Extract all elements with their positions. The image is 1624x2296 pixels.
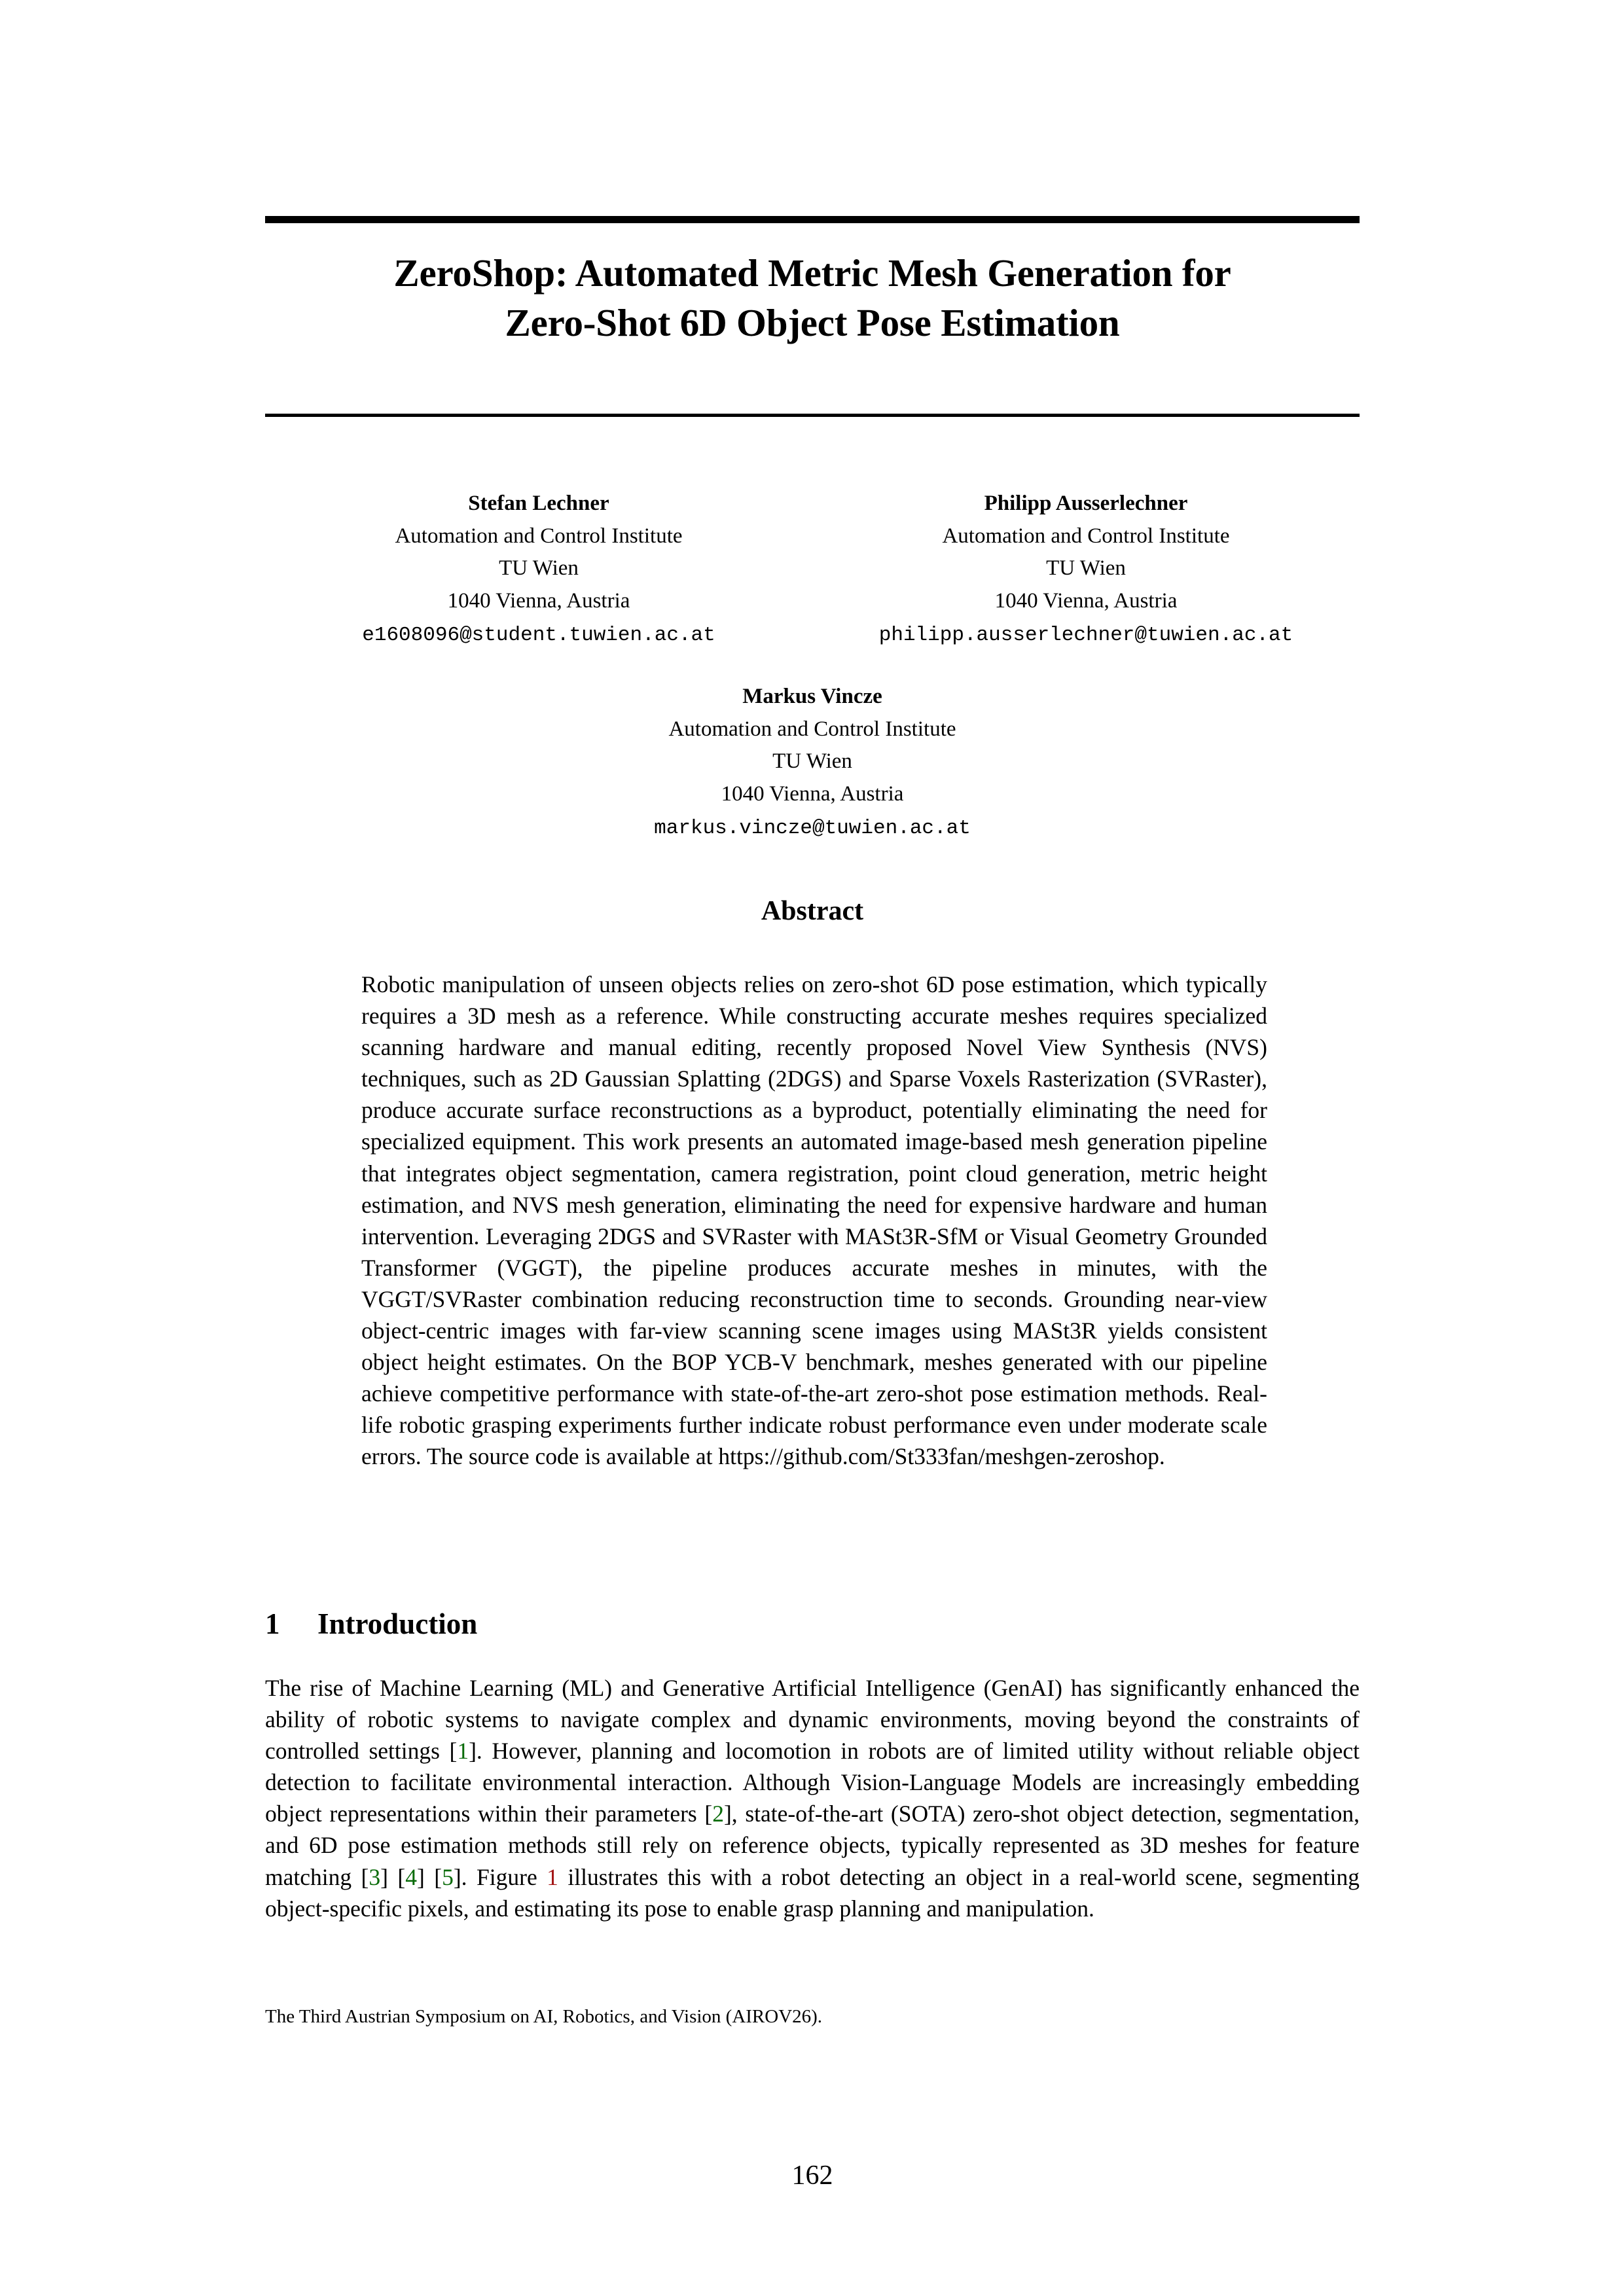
author-email[interactable]: markus.vincze@tuwien.ac.at (654, 817, 971, 840)
author-block-2 (812, 488, 1360, 652)
author-address: 1040 Vienna, Austria (994, 588, 1178, 613)
author-name: Stefan Lechner (468, 492, 609, 515)
author-university: TU Wien (1046, 556, 1126, 580)
author-block-1 (265, 488, 812, 652)
title-line-1: ZeroShop: Automated Metric Mesh Generation for (393, 251, 1231, 295)
citation-link[interactable]: 3 (369, 1863, 381, 1890)
author-block-3 (265, 681, 1360, 845)
abstract-body: Robotic manipulation of unseen objects relies on zero-shot 6D pose estimation, which typically requires a 3D mesh as a reference. While constructing accurate meshes requires specialized scanning hardware and manual editing, recently proposed Novel View Synthesis (NVS) techniques, such as 2D Gaussian Splatting (2DGS) and Sparse Voxels Rasterization (SVRaster), produce accurate surface reconstructions as a byproduct, potentially eliminating the need for specialized equipment. This work presents an automated image-based mesh generation pipeline that integrates object segmentation, camera registration, point cloud generation, metric height estimation, and NVS mesh generation, eliminating the need for expensive hardware and human intervention. Leveraging 2DGS and SVRaster with MASt3R-SfM or Visual Geometry Grounded Transformer (VGGT), the pipeline produces accurate meshes in minutes, with the VGGT/SVRaster combination reducing reconstruction time to seconds. Grounding near-view object-centric images with far-view scanning scene images using MASt3R yields consistent object height estimates. On the BOP YCB-V benchmark, meshes generated with our pipeline achieve competitive performance with state-of-the-art zero-shot pose estimation methods. Real-life robotic grasping experiments further indicate robust performance even under moderate scale errors. The source code is available at https://github.com/St333fan/meshgen-zeroshop. (361, 971, 1267, 1470)
authors-row (265, 488, 1360, 652)
citation-link[interactable]: 1 (457, 1738, 469, 1765)
figure-reference-link[interactable]: 1 (547, 1863, 558, 1890)
author-university: TU Wien (772, 749, 852, 773)
author-email[interactable]: e1608096@student.tuwien.ac.at (362, 624, 715, 647)
author-address: 1040 Vienna, Austria (721, 781, 904, 806)
author-university: TU Wien (499, 556, 579, 580)
conference-footnote: The Third Austrian Symposium on AI, Robotics, and Vision (AIROV26). (265, 2006, 823, 2027)
header-rule-thin (265, 414, 1360, 417)
author-name: Markus Vincze (742, 685, 882, 708)
author-email[interactable]: philipp.ausserlechner@tuwien.ac.at (878, 624, 1293, 647)
page-title (265, 249, 1360, 348)
citation-link[interactable]: 2 (712, 1801, 724, 1827)
title-line-2: Zero-Shot 6D Object Pose Estimation (505, 300, 1120, 344)
introduction-paragraph: The rise of Machine Learning (ML) and Generative Artificial Intelligence (GenAI) has significantly enhanced the ability of robotic systems to navigate complex and dynamic environments, moving beyond the constraints of controlled settings [1]. However, planning and locomotion in robots are of limited utility without reliable object detection to facilitate environmental interaction. Although Vision-Language Models are increasingly embedding object representations within their parameters [2], state-of-the-art (SOTA) zero-shot object detection, segmentation, and 6D pose estimation methods still rely on reference objects, typically represented as 3D meshes for feature matching [3] [4] [5]. Figure 1 illustrates this with a robot detecting an object in a real-world scene, segmenting object-specific pixels, and estimating its pose to enable grasp planning and manipulation. (265, 1675, 1360, 1922)
section-title: Introduction (317, 1607, 478, 1640)
author-institute: Automation and Control Institute (942, 524, 1230, 548)
citation-link[interactable]: 5 (442, 1863, 454, 1890)
page-number: 162 (791, 2161, 833, 2191)
author-name: Philipp Ausserlechner (984, 492, 1188, 515)
author-institute: Automation and Control Institute (395, 524, 683, 548)
author-address: 1040 Vienna, Austria (447, 588, 630, 613)
section-heading-introduction (265, 1607, 1360, 1641)
header-rule-thick (265, 216, 1360, 223)
author-institute: Automation and Control Institute (668, 717, 956, 741)
citation-link[interactable]: 4 (405, 1863, 417, 1890)
section-number: 1 (265, 1607, 280, 1640)
abstract-heading: Abstract (761, 896, 864, 926)
